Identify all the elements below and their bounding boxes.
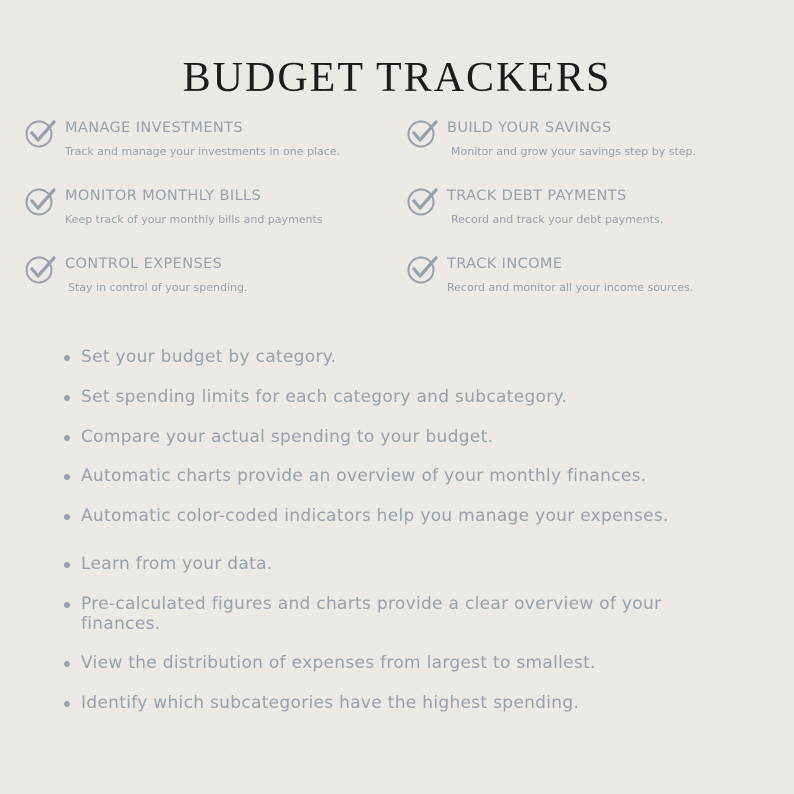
checkmark-circle-icon xyxy=(25,118,57,150)
bullet-dot xyxy=(64,435,70,441)
bullet-dot xyxy=(64,661,70,667)
feature-title: MANAGE INVESTMENTS xyxy=(65,120,243,136)
list-item xyxy=(64,466,744,486)
bullet-dot xyxy=(64,562,70,568)
list-item-text: Pre-calculated figures and charts provide a clear overview of your finances. xyxy=(81,594,662,634)
feature-description: Track and manage your investments in one place. xyxy=(65,145,341,158)
feature-description: Monitor and grow your savings step by step. xyxy=(451,145,697,158)
checkmark-circle-icon xyxy=(25,186,57,218)
list-item-text: Automatic color-coded indicators help you manage your expenses. xyxy=(81,506,669,526)
list-item-text: Set spending limits for each category and subcategory. xyxy=(81,387,568,407)
list-item xyxy=(64,506,744,526)
bullet-dot xyxy=(64,514,70,520)
list-item-text: Learn from your data. xyxy=(81,554,273,574)
list-item xyxy=(64,554,744,574)
bullet-dot xyxy=(64,701,70,707)
bullet-dot xyxy=(64,355,70,361)
checkmark-circle-icon xyxy=(25,254,57,286)
feature-title: MONITOR MONTHLY BILLS xyxy=(65,188,262,204)
list-item-text: Compare your actual spending to your budget. xyxy=(81,427,494,447)
feature-description: Keep track of your monthly bills and payments xyxy=(65,213,323,226)
checkmark-circle-icon xyxy=(407,118,439,150)
list-item-text: Automatic charts provide an overview of your monthly finances. xyxy=(81,466,647,486)
list-item xyxy=(64,427,744,447)
bullet-dot xyxy=(64,395,70,401)
feature-description: Stay in control of your spending. xyxy=(68,281,248,294)
list-item-text: Identify which subcategories have the highest spending. xyxy=(81,693,580,713)
list-item-text: View the distribution of expenses from largest to smallest. xyxy=(81,653,596,673)
feature-title: CONTROL EXPENSES xyxy=(65,256,223,272)
feature-title: TRACK DEBT PAYMENTS xyxy=(447,188,627,204)
list-item xyxy=(64,653,744,673)
page-title: BUDGET TRACKERS xyxy=(182,55,612,101)
list-item xyxy=(64,347,744,367)
feature-description: Record and monitor all your income sources. xyxy=(447,281,694,294)
feature-title: TRACK INCOME xyxy=(447,256,563,272)
list-item-text: Set your budget by category. xyxy=(81,347,337,367)
checkmark-circle-icon xyxy=(407,186,439,218)
feature-description: Record and track your debt payments. xyxy=(451,213,664,226)
bullet-dot xyxy=(64,474,70,480)
checkmark-circle-icon xyxy=(407,254,439,286)
feature-title: BUILD YOUR SAVINGS xyxy=(447,120,612,136)
list-item xyxy=(64,693,744,713)
list-item xyxy=(64,594,744,634)
bullet-dot xyxy=(64,602,70,608)
list-item xyxy=(64,387,744,407)
